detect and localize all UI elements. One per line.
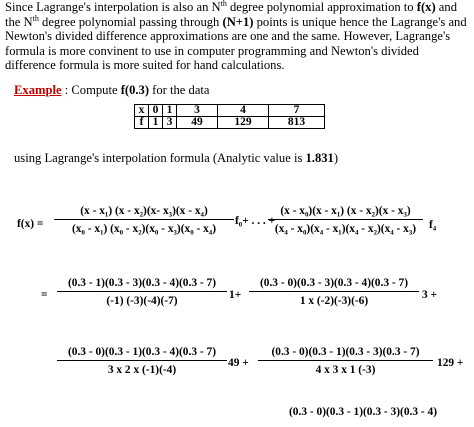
step2-tail: 129 + [437,357,464,369]
intro-paragraph [5,0,467,73]
table-cell: 4 [218,105,269,117]
analytic-value: 1.831 [305,151,334,165]
table-cell: 813 [269,117,325,129]
formula-frac-1 [54,205,234,235]
data-table [134,104,325,129]
fraction-numerator: (0.3 - 0)(0.3 - 1)(0.3 - 4)(0.3 - 7) [67,346,217,358]
example-label: Example [14,83,62,97]
step1-frac-1 [57,277,227,307]
intro-text-1: Since Lagrange's interpolation is also an N [5,0,221,14]
fraction-numerator: (0.3 - 1)(0.3 - 3)(0.3 - 4)(0.3 - 7) [67,277,217,289]
table-cell: 7 [269,105,325,117]
table-cell: 3 [163,117,177,129]
step1-frac-2 [249,277,419,307]
fraction-numerator: (0.3 - 0)(0.3 - 3)(0.3 - 4)(0.3 - 7) [259,277,409,289]
intro-text-3: and the N [5,0,457,29]
fraction-denominator: 1 x (-2)(-3)(-6) [299,295,369,307]
formula-lhs: f(x) = [17,218,44,230]
table-cell: x [135,105,149,117]
using-close: ) [333,151,339,165]
step1-tail: 3 + [422,289,438,301]
table-cell: f [135,117,149,129]
fraction-denominator: (-1) (-3)(-4)(-7) [106,295,178,307]
step1-middle: 1+ [229,289,242,301]
step3-numerator: (0.3 - 0)(0.3 - 1)(0.3 - 3)(0.3 - 4) [289,406,438,418]
formula-tail: f₄ [429,219,437,231]
fraction-numerator: (x - x₁) (x - x₂)(x- x₃)(x - x₄) [80,205,208,217]
table-cell: 1 [149,117,163,129]
using-text: using Lagrange's interpolation formula (Analytic value is [14,151,306,165]
table-cell: 129 [218,117,269,129]
example-target: f(0.3) [120,83,150,97]
table-cell: 3 [177,105,218,117]
intro-text-4: degree polynomial passing through [38,14,223,29]
table-row-f [135,117,325,129]
intro-text-2: degree polynomial approximation to [226,0,417,14]
intro-sup-2: th [32,13,39,23]
using-line [14,151,338,166]
step2-middle: 49 + [228,357,249,369]
table-cell: 49 [177,117,218,129]
fraction-numerator: (x - x₀)(x - x₁) (x - x₂)(x - x₃) [280,205,411,217]
table-row-x [135,105,325,117]
example-text: : Compute [61,83,121,97]
intro-sup-1: th [220,0,227,8]
fraction-numerator: (0.3 - 0)(0.3 - 1)(0.3 - 3)(0.3 - 7) [271,346,420,358]
fraction-denominator: (x₀ - x₁) (x₀ - x₂)(x₀ - x₃)(x₀ - x₄) [71,223,217,235]
example-tail: for the data [149,83,210,97]
step1-equals: = [41,289,48,301]
formula-middle: f₀+ . . . + [235,215,276,227]
intro-n1: (N+1) [222,14,254,29]
fraction-denominator: (x₄ - x₀)(x₄ - x₁)(x₄ - x₂)(x₄ - x₃) [274,223,417,235]
fraction-denominator: 4 x 3 x 1 (-3) [315,364,376,376]
step2-frac-1 [57,346,227,376]
intro-fx: f(x) [416,0,436,14]
intro-text-5: points is unique hence the Lagrange's and Newton's divided difference approximations are one and the same. However, Lagrange's formula is more convinent to use in computer programming and Newton's divided difference formula is more suited for hand calculations. [5,14,467,73]
fraction-denominator: 3 x 2 x (-1)(-4) [107,364,177,376]
table-cell: 1 [163,105,177,117]
step2-frac-2 [258,346,433,376]
example-line [14,83,210,98]
table-cell: 0 [149,105,163,117]
formula-frac-2 [268,205,423,235]
